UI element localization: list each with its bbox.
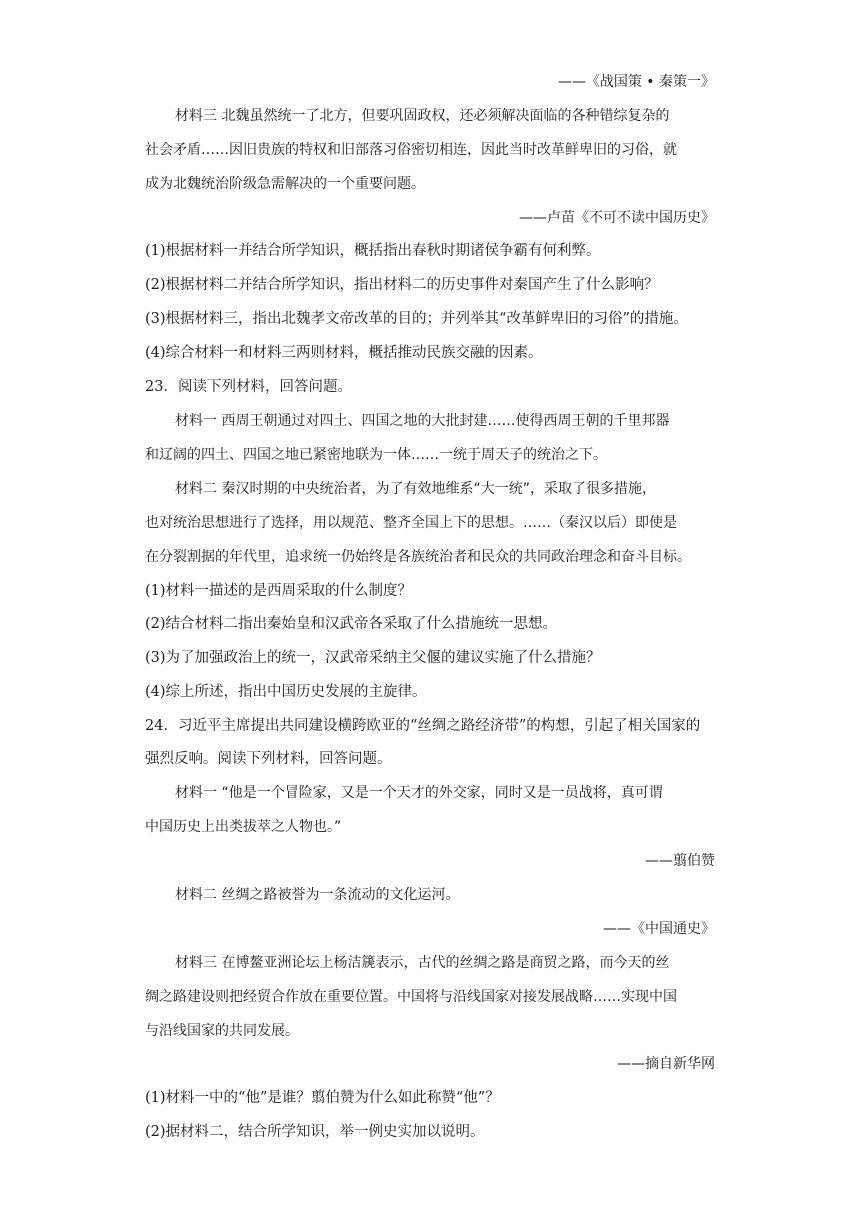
q23-question-2: (2)结合材料二指出秦始皇和汉武帝各采取了什么措施统一思想。 (145, 616, 558, 632)
q22-material3-line3: 成为北魏统治阶级急需解决的一个重要问题。 (145, 176, 425, 192)
q24-material3-line3: 与沿线国家的共同发展。 (145, 1023, 299, 1039)
q22-question-1: (1)根据材料一并结合所学知识，概括指出春秋时期诸侯争霸有何利弊。 (145, 243, 601, 259)
q23-material1-line2: 和辽阔的四土、四国之地已紧密地联为一体……一统于周天子的统治之下。 (145, 447, 607, 463)
q22-question-2: (2)根据材料二并结合所学知识，指出材料二的历史事件对秦国产生了什么影响？ (145, 277, 659, 293)
q23-material2-line3: 在分裂割据的年代里，追求统一仍始终是各族统治者和民众的共同政治理念和奋斗目标。 (145, 549, 691, 565)
q24-material1-line2: 中国历史上出类拔萃之人物也。” (145, 819, 342, 835)
q22-material3-line1: 材料三 北魏虽然统一了北方，但要巩固政权，还必须解决面临的各种错综复杂的 (175, 108, 670, 124)
q23-question-3: (3)为了加强政治上的统一，汉武帝采纳主父偃的建议实施了什么措施？ (145, 650, 601, 666)
q23-question-4: (4)综上所述，指出中国历史发展的主旋律。 (145, 684, 427, 700)
q23-question-1: (1)材料一描述的是西周采取的什么制度？ (145, 583, 413, 599)
q24-material3-source: ——摘自新华网 (617, 1056, 715, 1072)
q23-heading: 23．阅读下列材料，回答问题。 (145, 379, 352, 395)
q24-material3-line2: 绸之路建设则把经贸合作放在重要位置。中国将与沿线国家对接发展战略……实现中国 (145, 989, 677, 1005)
q24-material1-source: ——翦伯赞 (645, 853, 715, 869)
q22-material3-source: ——卢苗《不可不读中国历史》 (519, 210, 715, 226)
q24-question-1: (1)材料一中的“他”是谁？翦伯赞为什么如此称赞“他”？ (145, 1090, 500, 1106)
q23-material1-line1: 材料一 西周王朝通过对四土、四国之地的大批封建……使得西周王朝的千里邦器 (175, 413, 670, 429)
q24-material3-line1: 材料三 在博鳌亚洲论坛上杨洁篪表示，古代的丝绸之路是商贸之路，而今天的丝 (175, 955, 670, 971)
q23-material2-line2: 也对统治思想进行了选择，用以规范、整齐全国上下的思想。……（秦汉以后）即使是 (145, 515, 677, 531)
q23-material2-line1: 材料二 秦汉时期的中央统治者，为了有效地维系“大一统”，采取了很多措施， (175, 481, 656, 497)
q24-question-2: (2)据材料二，结合所学知识，举一例史实加以说明。 (145, 1124, 485, 1140)
q24-heading-line2: 强烈反响。阅读下列材料，回答问题。 (145, 751, 392, 767)
q24-material2: 材料二 丝绸之路被誉为一条流动的文化运河。 (175, 887, 460, 903)
q22-question-4: (4)综合材料一和材料三两则材料，概括推动民族交融的因素。 (145, 345, 543, 361)
source-line-zhanguoce: ——《战国策 • 秦策一》 (557, 74, 715, 90)
q22-question-3: (3)根据材料三，指出北魏孝文帝改革的目的；并列举其“改革鲜卑旧的习俗”的措施。 (145, 311, 688, 327)
q24-material2-source: ——《中国通史》 (603, 921, 715, 937)
q24-heading-line1: 24．习近平主席提出共同建设横跨欧亚的“丝绸之路经济带”的构想，引起了相关国家的 (145, 718, 701, 734)
q22-material3-line2: 社会矛盾……因旧贵族的特权和旧部落习俗密切相连，因此当时改革鲜卑旧的习俗，就 (145, 142, 677, 158)
q24-material1-line1: 材料一 “他是一个冒险家，又是一个天才的外交家，同时又是一员战将，真可谓 (175, 785, 663, 801)
